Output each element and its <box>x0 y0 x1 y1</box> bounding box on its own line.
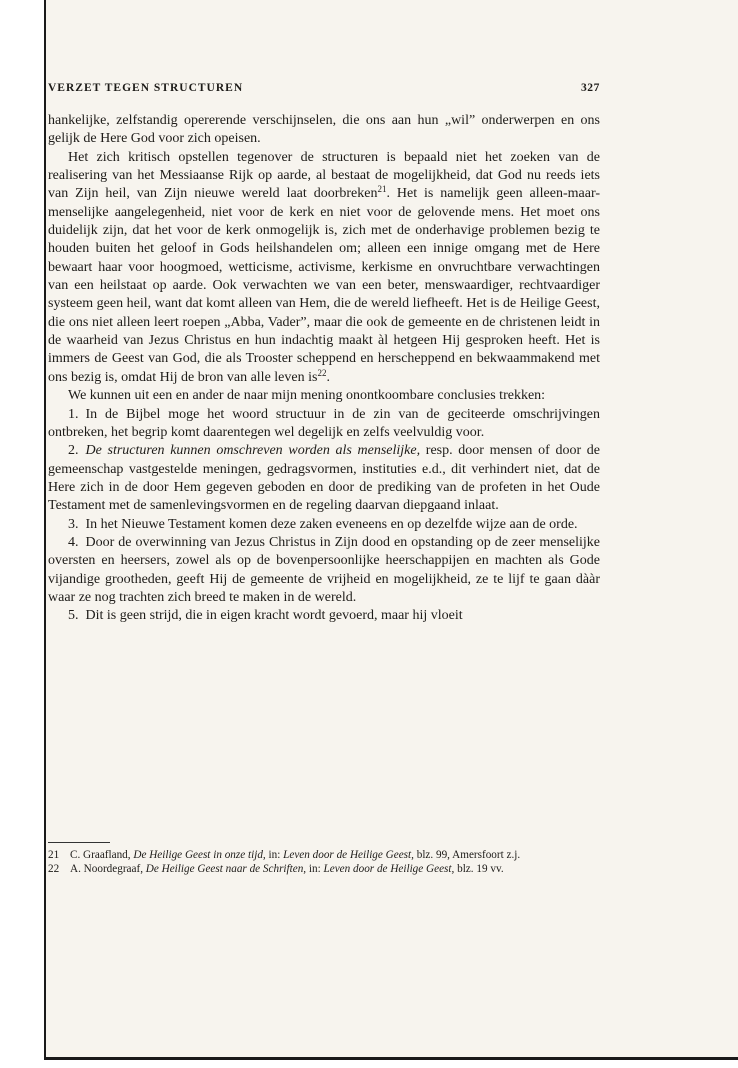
footnote-ref: 22 <box>317 367 327 378</box>
text-run: 4. Door de overwinning van Jezus Christus in Zijn dood en opstanding op de zeer menselijke oversten en heersers, zowel als op de bovenpersoonlijke heerschappijen en machten als Gode vijandige grootheden, geeft Hij de gemeente de vrijheid en mogelijkheid, ze te lijf te gaan dààr waar ze nog trachten zich breed te maken in de wereld. <box>48 534 600 605</box>
text-run: 3. In het Nieuwe Testament komen deze zaken eveneens en op dezelfde wijze aan de orde. <box>68 516 578 532</box>
italic-text: De Heilige Geest naar de Schriften, <box>145 863 307 875</box>
text-run: C. Graafland, <box>70 849 134 861</box>
footnote <box>48 849 600 862</box>
italic-text: De Heilige Geest in onze tijd, <box>133 849 266 861</box>
text-run: 5. Dit is geen strijd, die in eigen kracht wordt gevoerd, maar hij vloeit <box>68 608 463 624</box>
text-run: resp. door mensen of door de gemeenschap vastgestelde meningen, gedragsvormen, instituties e.d., dit verhindert niet, dat de Here zich in de door Hem gegeven geboden en door de prediking van de profeten in het Oude Testament met de samenlevingsvormen en de regeling daarvan diepgaand inlaat. <box>48 443 601 514</box>
text-run: . Het is namelijk geen alleen-maar-menselijke aangelegenheid, niet voor de kerk en niet voor de gelovende mens. Het moet ons duidelijk zijn, dat het voor de kerk onmogelijk is, zich met de onderhavige problemen bezig te houden buiten het geloof in Gods heilshandelen om; alleen een innige omgang met de Here bewaart haar voor hoogmoed, wetticisme, activisme, kerkisme en onvruchtbare verwachtingen van een heilstaat op aarde. Ook verwachten we van een beter, menswaardiger, rechtvaardiger systeem geen heil, want dat komt alleen van Hem, die de wereld liefheeft. Het is de Heilige Geest, die ons niet alleen leert roepen „Abba, Vader”, maar die ook de gemeente en de christenen leidt in de waarheid van Jezus Christus en hun indachtig maakt àl hetgeen Hij gesproken heeft. Het is immers de Geest van God, die als Trooster scheppend en herscheppend en bekwaammakend met ons bezig is, omdat Hij de bron van alle leven is <box>48 186 601 385</box>
text-run: in: <box>265 849 284 861</box>
running-title: VERZET TEGEN STRUCTUREN <box>48 82 244 94</box>
paragraph <box>48 112 600 149</box>
italic-text: De structuren kunnen omschreven worden als menselijke, <box>85 443 421 459</box>
footnote-separator <box>48 842 110 843</box>
text-run: 2. <box>68 443 86 459</box>
paragraph <box>48 534 600 607</box>
text-run: . <box>326 369 330 385</box>
footnote-number: 21 <box>48 849 60 861</box>
footnote-ref: 21 <box>377 184 387 195</box>
text-run: We kunnen uit een en ander de naar mijn mening onontkoombare conclusies trekken: <box>68 388 546 404</box>
footnote-number: 22 <box>48 863 60 875</box>
text-run: A. Noordegraaf, <box>70 863 146 875</box>
text-run: 1. In de Bijbel moge het woord structuur in de zin van de geciteerde omschrijvingen ontbreken, het begrip komt daarentegen wel degelijk en zelfs veelvuldig voor. <box>48 406 600 440</box>
paragraph <box>48 442 600 515</box>
footnotes <box>48 849 600 877</box>
text-run: hankelijke, zelfstandig opererende verschijnselen, die ons aan hun „wil” onderwerpen en ons gelijk de Here God voor zich opeisen. <box>48 113 600 147</box>
text-run: blz. 99, Amersfoort z.j. <box>413 849 521 861</box>
italic-text: Leven door de Heilige Geest, <box>323 863 455 875</box>
paragraph <box>48 149 600 387</box>
paragraph <box>48 607 600 625</box>
text-run: Het zich kritisch opstellen tegenover de structuren is bepaald niet het zoeken van de realisering van het Messiaanse Rijk op aarde, al bestaat de mogelijkheid, dat God nu reeds iets van Zijn heil, van Zijn nieuwe wereld laat doorbreken <box>48 149 600 202</box>
italic-text: Leven door de Heilige Geest, <box>283 849 414 861</box>
paragraph <box>48 387 600 405</box>
footnote <box>48 863 600 876</box>
body-text <box>48 112 600 626</box>
text-run: in: <box>306 863 324 875</box>
text-run: blz. 19 vv. <box>454 863 504 875</box>
page-number: 327 <box>580 82 600 94</box>
paragraph <box>48 516 600 534</box>
paragraph <box>48 406 600 443</box>
